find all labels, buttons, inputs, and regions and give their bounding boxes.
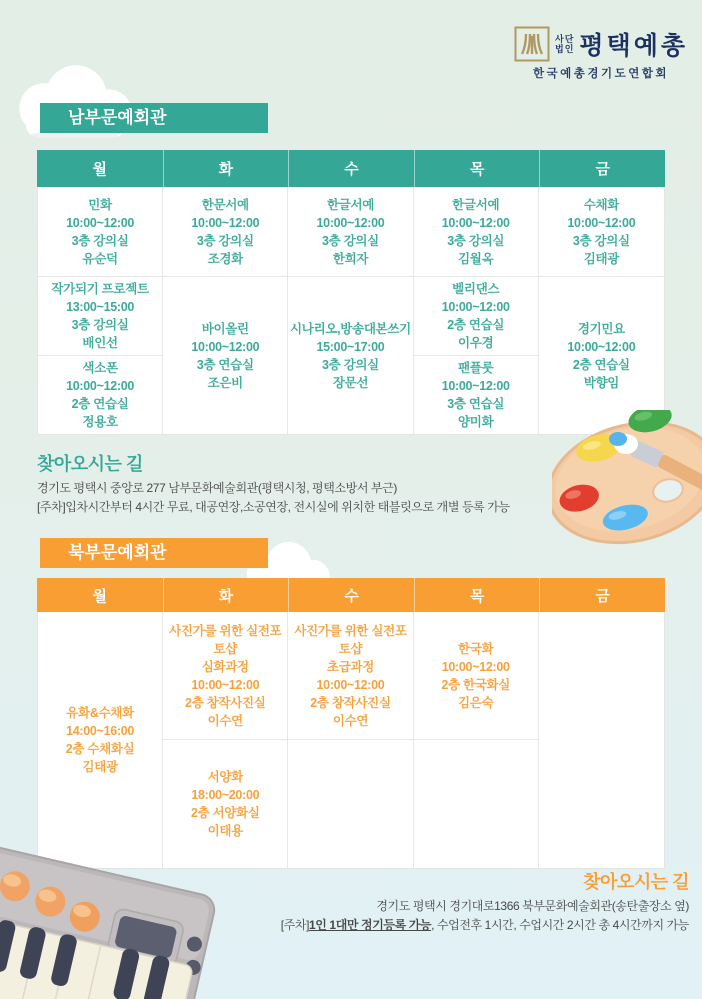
schedule-cell-empty bbox=[539, 612, 664, 868]
south-section-title: 남부문예회관 bbox=[40, 103, 268, 133]
north-table-header-row bbox=[37, 578, 665, 612]
day-header-thu: 목 bbox=[414, 150, 540, 187]
schedule-cell-bellydance: 벨리댄스 10:00~12:00 2층 연습실 이우경 bbox=[414, 277, 539, 356]
day-header-wed: 수 bbox=[288, 578, 414, 612]
schedule-cell-western-painting: 서양화 18:00~20:00 2층 서양화실 이태용 bbox=[163, 740, 288, 868]
day-header-mon: 월 bbox=[92, 587, 108, 605]
schedule-cell-hangul-calligraphy-thu: 한글서예 10:00~12:00 3층 강의실 김월옥 bbox=[414, 187, 539, 277]
schedule-cell-hangul-calligraphy-wed: 한글서예 10:00~12:00 3층 강의실 한희자 bbox=[288, 187, 413, 277]
paint-palette-icon bbox=[552, 410, 702, 548]
north-table-body bbox=[37, 612, 665, 869]
north-section-title: 북부문예회관 bbox=[40, 538, 268, 568]
schedule-cell-empty bbox=[288, 740, 413, 868]
pyeongtaek-yechong-logo-icon bbox=[514, 26, 550, 62]
logo bbox=[514, 26, 688, 81]
schedule-cell-panflute: 팬플룻 10:00~12:00 3층 연습실 양미화 bbox=[414, 356, 539, 434]
schedule-cell-saxophone: 색소폰 10:00~12:00 2층 연습실 정용호 bbox=[38, 356, 163, 434]
north-parking-rest: , 수업전후 1시간, 수업시간 2시간 총 4시간까지 가능 bbox=[431, 918, 689, 932]
day-header-fri: 금 bbox=[539, 578, 665, 612]
schedule-cell-gyeonggi-minyo: 경기민요 10:00~12:00 2층 연습실 박향임 bbox=[567, 321, 636, 390]
day-header-thu: 목 bbox=[414, 578, 540, 612]
day-header-fri: 금 bbox=[539, 150, 665, 187]
schedule-cell-hanmun-calligraphy: 한문서예 10:00~12:00 3층 강의실 조경화 bbox=[163, 187, 288, 277]
keyboard-piano-icon bbox=[0, 833, 234, 999]
south-table-body bbox=[37, 187, 665, 435]
day-header-wed: 수 bbox=[288, 150, 414, 187]
schedule-cell-minhwa: 민화 10:00~12:00 3층 강의실 유순덕 bbox=[38, 187, 163, 277]
schedule-cell-oil-watercolor: 유화&수채화 14:00~16:00 2층 수채화실 김태광 bbox=[38, 612, 163, 868]
schedule-cell-watercolor: 수채화 10:00~12:00 3층 강의실 김태광 bbox=[539, 187, 664, 277]
north-parking-emphasis: 1인 1대만 정기등록 가능 bbox=[309, 918, 432, 932]
day-header-tue: 화 bbox=[163, 150, 289, 187]
logo-org-subtitle: 한국예총경기도연합회 bbox=[532, 68, 670, 80]
south-table-header-row bbox=[37, 150, 665, 187]
south-directions-title: 찾아오시는 길 bbox=[37, 454, 143, 474]
logo-org-name: 평택예총 bbox=[579, 32, 688, 60]
schedule-cell-violin: 바이올린 10:00~12:00 3층 연습실 조은비 bbox=[163, 277, 288, 434]
day-header-mon: 월 bbox=[92, 161, 108, 178]
schedule-cell-scenario-writing: 시나리오,방송대본쓰기 15:00~17:00 3층 강의실 장문선 bbox=[288, 277, 413, 434]
schedule-cell-korean-painting: 한국화 10:00~12:00 2층 한국화실 김은숙 bbox=[414, 612, 539, 740]
south-schedule-table bbox=[37, 150, 665, 435]
north-schedule-table bbox=[37, 578, 665, 869]
south-directions bbox=[37, 450, 597, 515]
schedule-cell-photoshop-beginner: 사진가를 위한 실전포토샵 초급과정 10:00~12:00 2층 창작사진실 이수연 bbox=[288, 612, 413, 740]
schedule-cell-writer-project: 작가되기 프로젝트 13:00~15:00 3층 강의실 배인선 bbox=[38, 277, 163, 356]
south-parking-info: [주차]입차시간부터 4시간 무료, 대공연장,소공연장, 전시실에 위치한 태블릿으로 개별 등록 가능 bbox=[37, 500, 510, 514]
north-address: 경기도 평택시 경기대로1366 북부문화예술회관(송탄출장소 옆) bbox=[376, 899, 689, 913]
north-parking-prefix: [주차] bbox=[280, 918, 310, 932]
schedule-cell-photoshop-advanced: 사진가를 위한 실전포토샵 심화과정 10:00~12:00 2층 창작사진실 이수연 bbox=[163, 612, 288, 740]
schedule-cell-empty bbox=[414, 740, 539, 868]
logo-org-type: 사단 법인 bbox=[555, 34, 575, 54]
north-directions bbox=[189, 868, 689, 933]
south-address: 경기도 평택시 중앙로 277 남부문화예술회관(평택시청, 평택소방서 부근) bbox=[37, 481, 397, 495]
day-header-tue: 화 bbox=[163, 578, 289, 612]
north-parking-info bbox=[189, 918, 689, 933]
north-directions-title: 찾아오시는 길 bbox=[583, 872, 689, 892]
